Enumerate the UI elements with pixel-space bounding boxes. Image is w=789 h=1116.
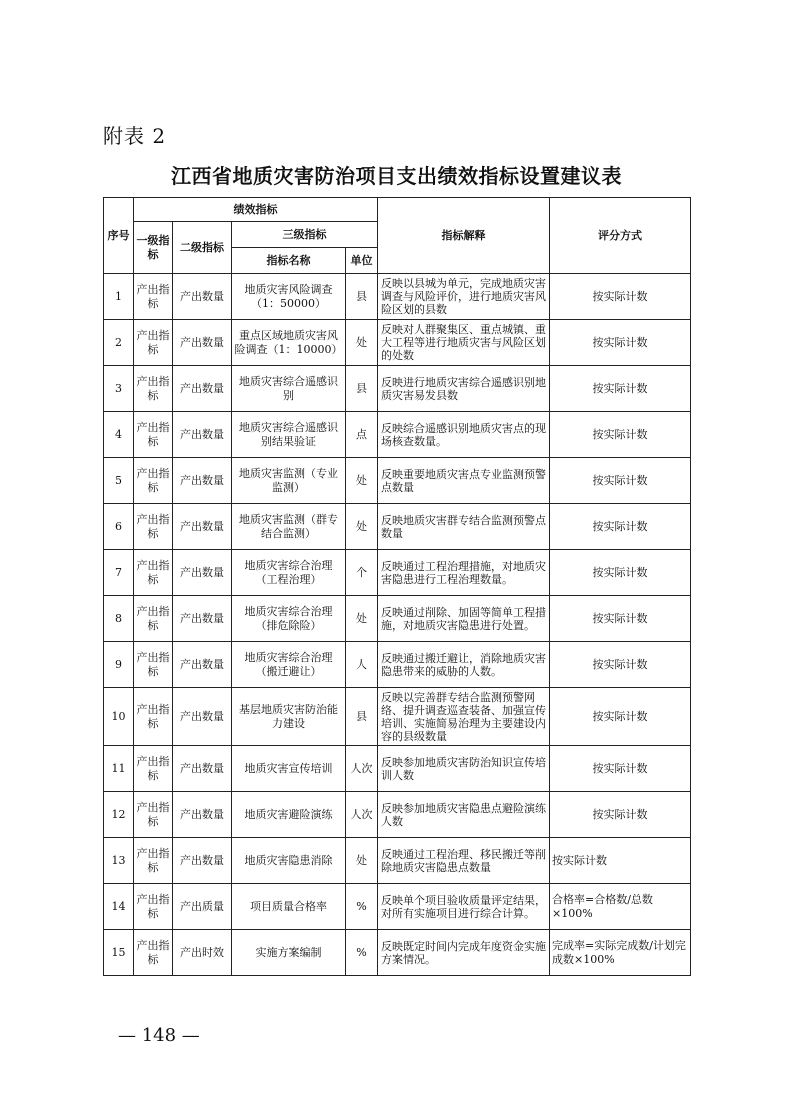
scoring-cell: 按实际计数 (550, 458, 691, 504)
level2-cell: 产出数量 (173, 642, 232, 688)
unit-cell: 县 (346, 366, 378, 412)
table-row (104, 412, 691, 458)
indicator-name-cell: 地质灾害隐患消除 (232, 838, 346, 884)
scoring-cell: 按实际计数 (550, 642, 691, 688)
header-indicator-name: 指标名称 (232, 248, 346, 274)
level1-cell: 产出指标 (134, 792, 173, 838)
level1-cell: 产出指标 (134, 366, 173, 412)
level1-cell: 产出指标 (134, 930, 173, 976)
table-row (104, 746, 691, 792)
table-row (104, 688, 691, 746)
row-number: 12 (104, 792, 134, 838)
scoring-cell: 完成率=实际完成数/计划完成数×100% (550, 930, 691, 976)
table-title: 江西省地质灾害防治项目支出绩效指标设置建议表 (171, 164, 622, 188)
table-row (104, 504, 691, 550)
explanation-cell: 反映地质灾害群专结合监测预警点数量 (378, 504, 550, 550)
explanation-cell: 反映进行地质灾害综合遥感识别地质灾害易发县数 (378, 366, 550, 412)
indicator-name-cell: 地质灾害避险演练 (232, 792, 346, 838)
level2-cell: 产出数量 (173, 274, 232, 320)
scoring-cell: 按实际计数 (550, 366, 691, 412)
row-number: 8 (104, 596, 134, 642)
indicator-name-cell: 地质灾害综合治理（排危除险） (232, 596, 346, 642)
indicator-name-cell: 地质灾害风险调查（1：50000） (232, 274, 346, 320)
table-row (104, 366, 691, 412)
explanation-cell: 反映通过削除、加固等简单工程措施，对地质灾害隐患进行处置。 (378, 596, 550, 642)
unit-cell: 人次 (346, 792, 378, 838)
explanation-cell: 反映通过工程治理、移民搬迁等削除地质灾害隐患点数量 (378, 838, 550, 884)
level2-cell: 产出数量 (173, 792, 232, 838)
level1-cell: 产出指标 (134, 688, 173, 746)
level1-cell: 产出指标 (134, 320, 173, 366)
table-row (104, 930, 691, 976)
row-number: 9 (104, 642, 134, 688)
row-number: 2 (104, 320, 134, 366)
table-row (104, 320, 691, 366)
row-number: 11 (104, 746, 134, 792)
scoring-cell: 按实际计数 (550, 688, 691, 746)
explanation-cell: 反映单个项目验收质量评定结果，对所有实施项目进行综合计算。 (378, 884, 550, 930)
scoring-cell: 按实际计数 (550, 596, 691, 642)
level2-cell: 产出数量 (173, 596, 232, 642)
scoring-cell: 按实际计数 (550, 412, 691, 458)
level2-cell: 产出质量 (173, 884, 232, 930)
level2-cell: 产出数量 (173, 366, 232, 412)
header-level2: 二级指标 (173, 222, 232, 274)
header-scoring: 评分方式 (550, 198, 691, 274)
header-explanation: 指标解释 (378, 198, 550, 274)
indicator-name-cell: 地质灾害监测（群专结合监测） (232, 504, 346, 550)
unit-cell: 个 (346, 550, 378, 596)
unit-cell: 处 (346, 596, 378, 642)
table-row (104, 792, 691, 838)
explanation-cell: 反映综合遥感识别地质灾害点的现场核查数量。 (378, 412, 550, 458)
level2-cell: 产出数量 (173, 320, 232, 366)
indicator-name-cell: 实施方案编制 (232, 930, 346, 976)
indicator-name-cell: 地质灾害综合遥感识别结果验证 (232, 412, 346, 458)
unit-cell: 县 (346, 688, 378, 746)
row-number: 5 (104, 458, 134, 504)
level2-cell: 产出数量 (173, 550, 232, 596)
indicator-name-cell: 地质灾害综合治理（搬迁避让） (232, 642, 346, 688)
unit-cell: % (346, 884, 378, 930)
explanation-cell: 反映对人群聚集区、重点城镇、重大工程等进行地质灾害与风险区划的处数 (378, 320, 550, 366)
scoring-cell: 按实际计数 (550, 504, 691, 550)
page-number: — 148 — (118, 1025, 200, 1046)
row-number: 14 (104, 884, 134, 930)
row-number: 1 (104, 274, 134, 320)
level1-cell: 产出指标 (134, 642, 173, 688)
indicator-name-cell: 地质灾害综合治理（工程治理） (232, 550, 346, 596)
level1-cell: 产出指标 (134, 458, 173, 504)
explanation-cell: 反映参加地质灾害隐患点避险演练人数 (378, 792, 550, 838)
level2-cell: 产出数量 (173, 412, 232, 458)
indicator-name-cell: 重点区域地质灾害风险调查（1：10000） (232, 320, 346, 366)
unit-cell: 县 (346, 274, 378, 320)
scoring-cell: 按实际计数 (550, 274, 691, 320)
explanation-cell: 反映通过工程治理措施，对地质灾害隐患进行工程治理数量。 (378, 550, 550, 596)
unit-cell: 处 (346, 838, 378, 884)
level1-cell: 产出指标 (134, 274, 173, 320)
explanation-cell: 反映以县城为单元，完成地质灾害调查与风险评价，进行地质灾害风险区划的县数 (378, 274, 550, 320)
explanation-cell: 反映重要地质灾害点专业监测预警点数量 (378, 458, 550, 504)
appendix-label: 附表 2 (103, 124, 167, 148)
scoring-cell: 按实际计数 (550, 550, 691, 596)
indicator-table (103, 197, 691, 976)
table-row (104, 838, 691, 884)
explanation-cell: 反映以完善群专结合监测预警网络、提升调查巡查装备、加强宣传培训、实施简易治理为主要建设内容的县级数量 (378, 688, 550, 746)
header-unit: 单位 (346, 248, 378, 274)
row-number: 10 (104, 688, 134, 746)
explanation-cell: 反映既定时间内完成年度资金实施方案情况。 (378, 930, 550, 976)
level1-cell: 产出指标 (134, 596, 173, 642)
row-number: 4 (104, 412, 134, 458)
scoring-cell: 按实际计数 (550, 838, 691, 884)
explanation-cell: 反映通过搬迁避让，消除地质灾害隐患带来的威胁的人数。 (378, 642, 550, 688)
scoring-cell: 按实际计数 (550, 746, 691, 792)
level2-cell: 产出数量 (173, 746, 232, 792)
indicator-name-cell: 基层地质灾害防治能力建设 (232, 688, 346, 746)
scoring-cell: 合格率=合格数/总数×100% (550, 884, 691, 930)
table-row (104, 884, 691, 930)
header-performance: 绩效指标 (134, 198, 378, 222)
table-row (104, 596, 691, 642)
unit-cell: 人次 (346, 746, 378, 792)
level2-cell: 产出时效 (173, 930, 232, 976)
row-number: 7 (104, 550, 134, 596)
indicator-name-cell: 项目质量合格率 (232, 884, 346, 930)
unit-cell: 处 (346, 458, 378, 504)
level2-cell: 产出数量 (173, 504, 232, 550)
indicator-name-cell: 地质灾害综合遥感识别 (232, 366, 346, 412)
header-seq: 序号 (104, 198, 134, 274)
unit-cell: 人 (346, 642, 378, 688)
row-number: 3 (104, 366, 134, 412)
level1-cell: 产出指标 (134, 550, 173, 596)
unit-cell: 点 (346, 412, 378, 458)
table-row (104, 458, 691, 504)
indicator-name-cell: 地质灾害监测（专业监测） (232, 458, 346, 504)
level1-cell: 产出指标 (134, 412, 173, 458)
row-number: 6 (104, 504, 134, 550)
scoring-cell: 按实际计数 (550, 792, 691, 838)
row-number: 13 (104, 838, 134, 884)
table-row (104, 550, 691, 596)
scoring-cell: 按实际计数 (550, 320, 691, 366)
header-level1: 一级指标 (134, 222, 173, 274)
explanation-cell: 反映参加地质灾害防治知识宣传培训人数 (378, 746, 550, 792)
level1-cell: 产出指标 (134, 746, 173, 792)
table-body (104, 274, 691, 976)
unit-cell: % (346, 930, 378, 976)
level1-cell: 产出指标 (134, 504, 173, 550)
table-row (104, 642, 691, 688)
header-level3: 三级指标 (232, 222, 378, 248)
level1-cell: 产出指标 (134, 884, 173, 930)
level1-cell: 产出指标 (134, 838, 173, 884)
level2-cell: 产出数量 (173, 838, 232, 884)
table-row (104, 274, 691, 320)
level2-cell: 产出数量 (173, 688, 232, 746)
unit-cell: 处 (346, 320, 378, 366)
unit-cell: 处 (346, 504, 378, 550)
row-number: 15 (104, 930, 134, 976)
indicator-name-cell: 地质灾害宣传培训 (232, 746, 346, 792)
level2-cell: 产出数量 (173, 458, 232, 504)
